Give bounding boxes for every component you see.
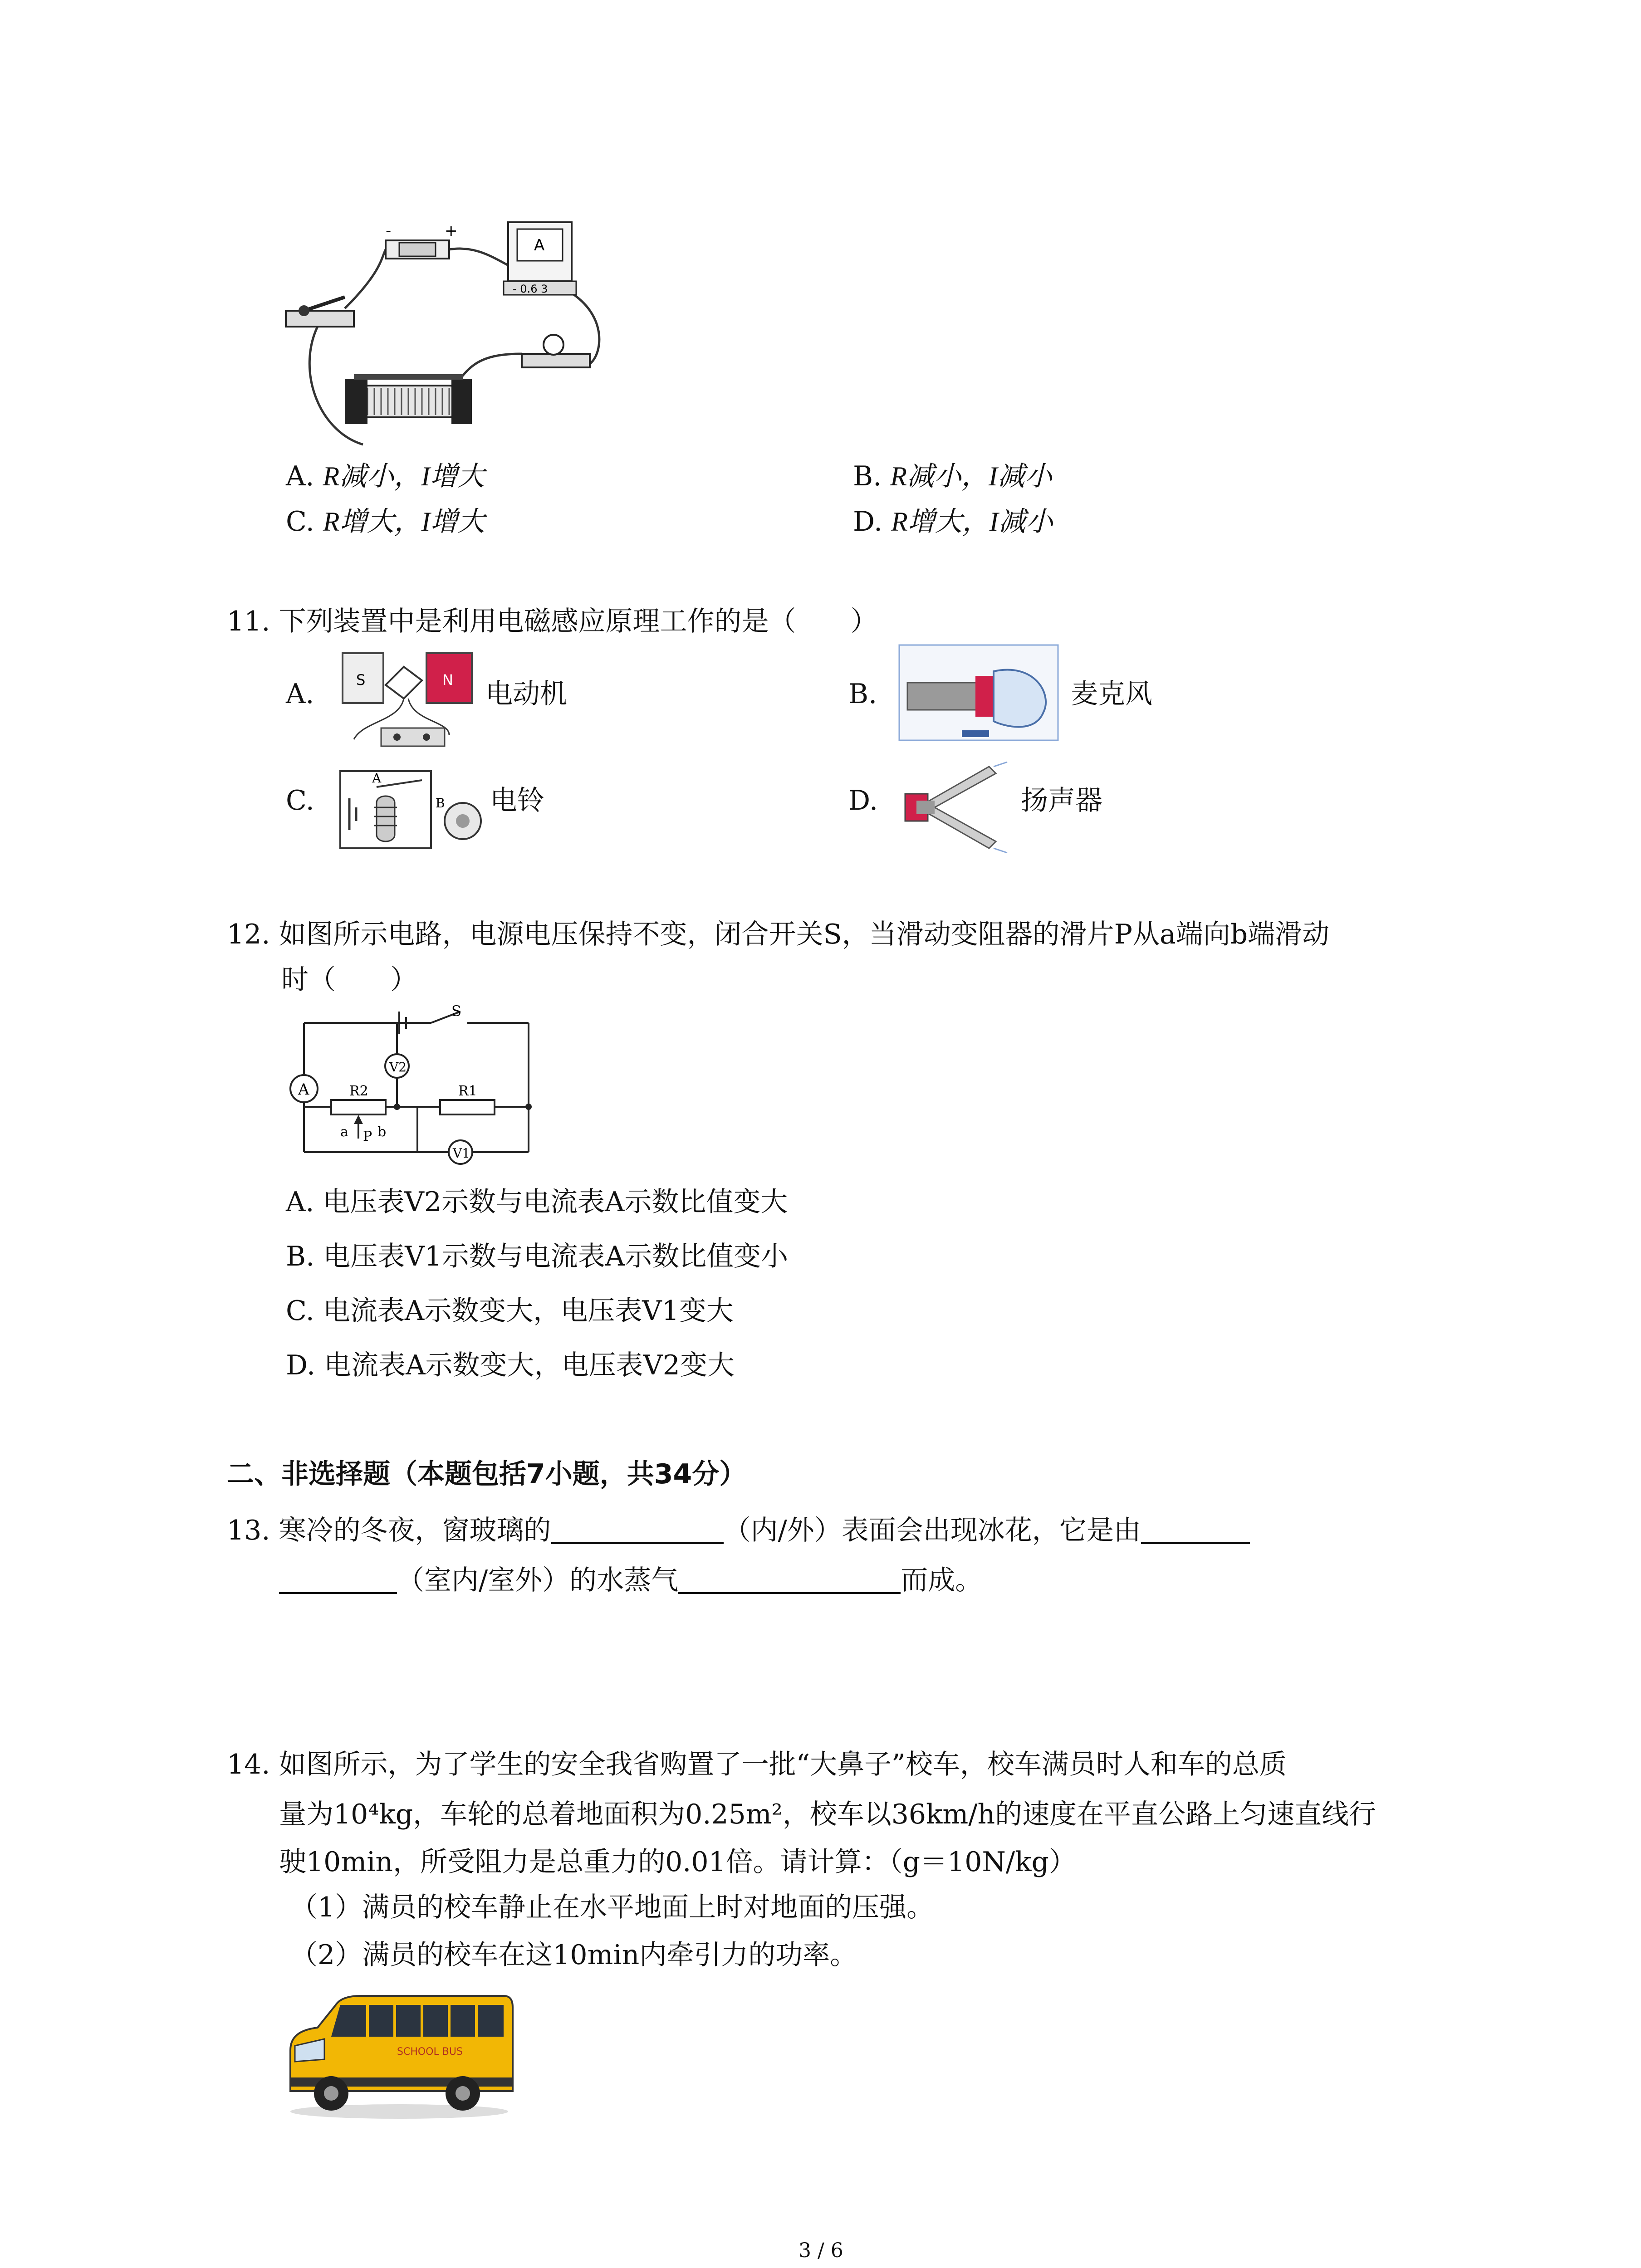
answer-blank-2b[interactable]	[279, 1565, 397, 1594]
end-b-label: b	[377, 1124, 387, 1140]
q12-option-c[interactable]: C. 电流表A示数变大，电压表V1变大	[286, 1295, 734, 1327]
voltmeter-v1-label: V1	[453, 1146, 470, 1161]
q11-stem: 11. 下列装置中是利用电磁感应原理工作的是（ ）	[227, 606, 878, 637]
q10-circuit-figure	[277, 218, 622, 454]
bell-a-label: A	[372, 771, 382, 786]
microphone-figure	[898, 644, 1062, 748]
n-pole-label: N	[442, 671, 453, 689]
question-number: 13.	[227, 1515, 270, 1546]
electric-bell-figure	[336, 762, 490, 853]
school-bus-image	[281, 1987, 517, 2123]
q10-option-a[interactable]: A. R减小，I增大	[286, 460, 485, 492]
battery-plus-label: +	[445, 222, 458, 240]
bell-b-label: B	[436, 796, 445, 811]
q14-subquestion-2: （2）满员的校车在这10min内牵引力的功率。	[290, 1939, 857, 1971]
q11-option-a-letter[interactable]: A.	[286, 678, 314, 710]
voltmeter-v2-label: V2	[389, 1060, 407, 1075]
answer-blank-3[interactable]	[678, 1565, 901, 1594]
q14-line2: 量为10⁴kg，车轮的总着地面积为0.25m²，校车以36km/h的速度在平直公路上匀速直线行	[279, 1799, 1376, 1830]
q11-option-c-caption: 电铃	[490, 785, 544, 816]
answer-blank-2a[interactable]	[1141, 1515, 1250, 1544]
q11-option-c-letter[interactable]: C.	[286, 785, 314, 816]
motor-figure	[336, 644, 481, 753]
section-heading: 二、非选择题（本题包括7小题，共34分）	[227, 1458, 747, 1490]
q11-option-b-letter[interactable]: B.	[848, 678, 877, 710]
q11-option-b-caption: 麦克风	[1071, 678, 1152, 710]
q10-option-c[interactable]: C. R增大，I增大	[286, 506, 485, 538]
school-bus-label: SCHOOL BUS	[397, 2046, 463, 2058]
answer-blank-1[interactable]	[551, 1515, 724, 1544]
q12-option-d[interactable]: D. 电流表A示数变大，电压表V2变大	[286, 1349, 735, 1381]
question-number: 12.	[227, 919, 270, 950]
q12-option-a[interactable]: A. 电压表V2示数与电流表A示数比值变大	[286, 1186, 788, 1218]
ammeter-a-label: A	[298, 1080, 309, 1099]
slider-p-label: P	[363, 1129, 372, 1144]
q10-option-d[interactable]: D. R增大，I减小	[853, 506, 1053, 538]
q12-circuit-diagram	[281, 1002, 544, 1170]
page-number: 3 / 6	[798, 2239, 843, 2262]
q12-option-b[interactable]: B. 电压表V1示数与电流表A示数比值变小	[286, 1241, 789, 1272]
q12-stem-line2: 时（ ）	[281, 964, 417, 996]
q11-option-a-caption: 电动机	[485, 678, 567, 710]
s-pole-label: S	[356, 671, 366, 689]
loudspeaker-figure	[898, 758, 1016, 857]
question-number: 11.	[227, 606, 270, 637]
r1-label: R1	[458, 1083, 477, 1099]
q12-stem-line1: 12. 如图所示电路，电源电压保持不变，闭合开关S，当滑动变阻器的滑片P从a端向b端滑动	[227, 919, 1330, 950]
q11-option-d-letter[interactable]: D.	[848, 785, 878, 816]
battery-minus-label: -	[386, 222, 392, 240]
q13-line2: （室内/室外）的水蒸气 而成。	[279, 1565, 982, 1594]
ammeter-label: A	[534, 236, 545, 254]
q14-subquestion-1: （1）满员的校车静止在水平地面上时对地面的压强。	[290, 1892, 934, 1923]
q13-line1: 13. 寒冷的冬夜，窗玻璃的 （内/外）表面会出现冰花，它是由	[227, 1515, 1250, 1544]
end-a-label: a	[340, 1124, 348, 1140]
ammeter-scale-label: - 0.6 3	[513, 283, 548, 295]
q14-line3: 驶10min，所受阻力是总重力的0.01倍。请计算：（g＝10N/kg）	[279, 1846, 1076, 1878]
r2-label: R2	[349, 1083, 368, 1099]
switch-s-label: S	[451, 1002, 461, 1020]
q11-option-d-caption: 扬声器	[1021, 785, 1102, 816]
q10-option-b[interactable]: B. R减小，I减小	[853, 460, 1052, 492]
q14-line1: 14. 如图所示，为了学生的安全我省购置了一批“大鼻子”校车，校车满员时人和车的总质	[227, 1749, 1287, 1780]
question-number: 14.	[227, 1749, 270, 1780]
